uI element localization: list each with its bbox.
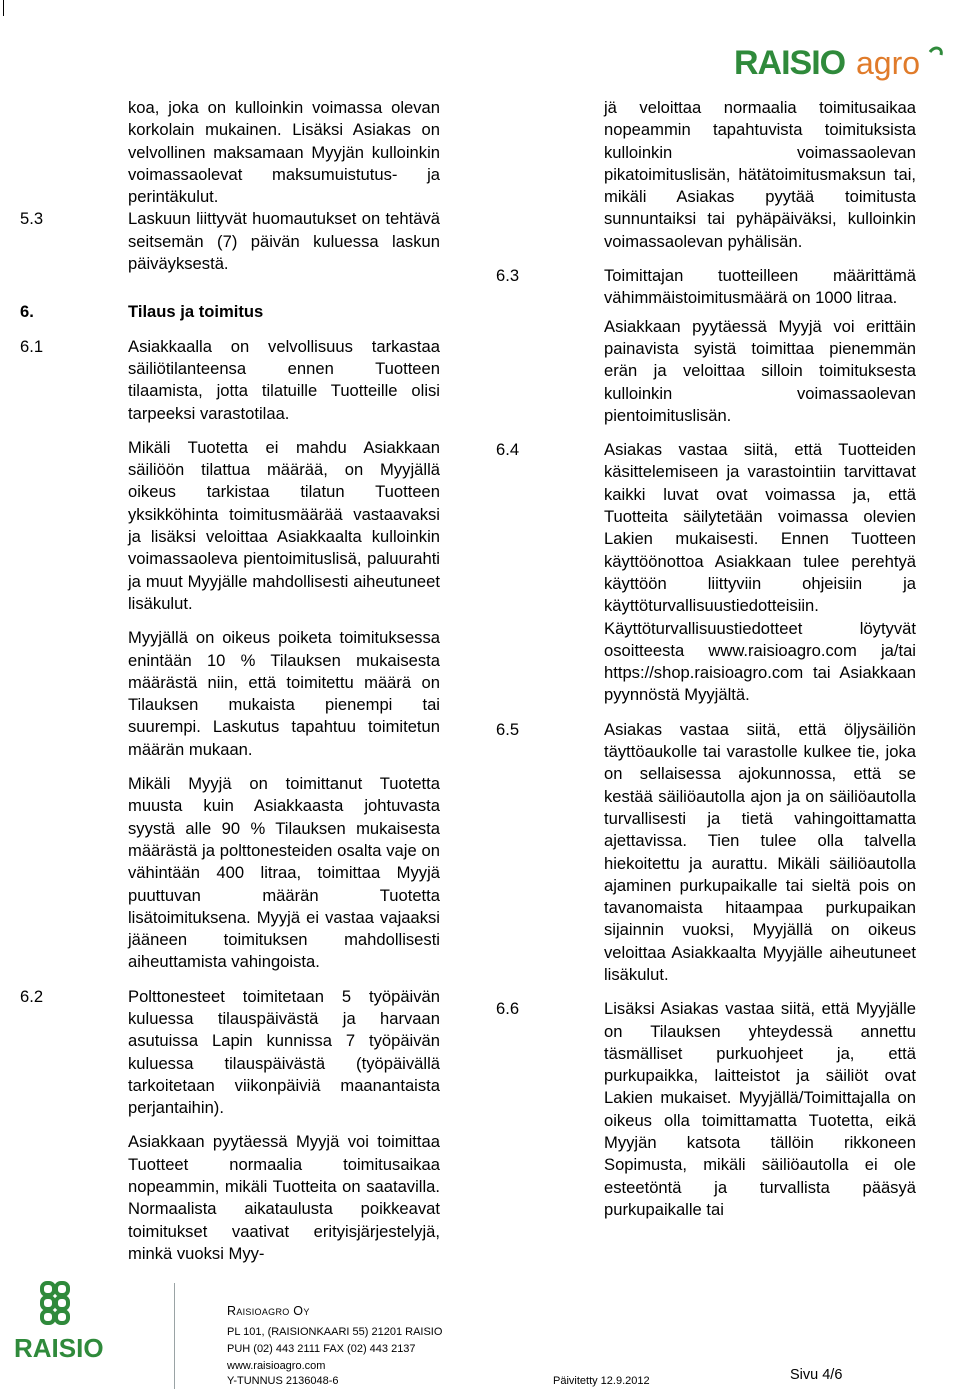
section-number: 6.4	[496, 440, 520, 460]
logo-brand-text: RAISIO	[734, 44, 846, 82]
section-6-6	[496, 998, 916, 1221]
section-text: Asiakas vastaa siitä, että Tuotteiden käsittelemiseen ja varastointiin tarvittavat kaikki luvat ovat voimassa ja, että Tuotteita säilytetään voimassa olevien Lakien mukaisesti. Ennen Tuotteen käyttöönottoa Asiakkaan tulee perehtyä käyttöön liittyviin ohjeisiin ja käyttöturvallisuustiedotteisiin. Käyttöturvallisuustiedotteet löytyvät osoitteesta www.raisioagro.com ja/tai https://shop.raisioagro.com tai Asiakkaan pyynnöstä Myyjältä.	[604, 440, 916, 705]
right-column	[496, 97, 916, 1221]
section-text: Asiakkaalla on velvollisuus tarkastaa säiliötilanteensa ennen Tuotteen tilaamista, jotta tilatuille Tuotteille olisi tarpeeksi varastotilaa.	[128, 336, 440, 423]
raisio-footer-logo	[14, 1281, 110, 1363]
page-number: Sivu 4/6	[790, 1367, 843, 1383]
section-number: 5.3	[20, 209, 44, 229]
section-6-1-paragraph-2: Mikäli Tuotetta ei mahdu Asiakkaan säiliöön tilattua määrää, on Myyjällä oikeus tarkistaa tilatun Tuotteen yksikköhinta toimitusmäärää vastaavaksi ja lisäksi veloittaa Asiakkaalta kulloinkin voimassaoleva pientoimituslisä, paluurahti ja muut Myyjälle mahdollisesti aiheutuneet lisäkulut.	[128, 437, 440, 613]
footer-logo-text: RAISIO	[14, 1333, 104, 1363]
continued-paragraph: jä veloittaa normaalia toimitusaikaa nopeammin tapahtuvista toimituksista kulloinkin voimassaolevan pikatoimituslisän, hätätoimitusmaksun tai, mikäli Asiakas pyytää toimitusta sunnuntaiksi tai pyhäpäiväksi, kulloinkin voimassaolevan pyhälisän.	[604, 98, 916, 251]
section-6-heading	[20, 301, 440, 323]
section-text: Toimittajan tuotteilleen määrittämä vähimmäistoimitusmäärä on 1000 litraa.	[604, 266, 916, 308]
section-6-3	[496, 265, 916, 310]
footer-updated-date: Päivitetty 12.9.2012	[553, 1375, 650, 1387]
section-5-3	[20, 208, 440, 275]
footer-business-id: Y-TUNNUS 2136048-6	[227, 1375, 339, 1387]
section-6-1-paragraph-4: Mikäli Myyjä on toimittanut Tuotetta muusta kuin Asiakkaasta johtuvasta syystä alle 90 % Tilauksen mukaisesta määrästä ja polttonesteiden osalta vaje on vähintään 400 litraa, toimittaa Myyjä puuttuvan määrän Tuotetta lisätoimituksena. Myyjä ei vastaa vajaaksi jääneen toimituksen mahdollisesti aiheuttamista vahingoista.	[128, 774, 440, 972]
section-6-3-paragraph-2: Asiakkaan pyytäessä Myyjä voi erittäin painavista syistä toimittaa pienemmän erän ja veloittaa silloin toimituksesta kulloinkin voimassaolevan pientoimituslisän.	[604, 316, 916, 425]
footer-address-block	[227, 1324, 442, 1375]
company-address: PL 101, (RAISIONKAARI 55) 21201 RAISIO	[227, 1326, 443, 1338]
heading-title: Tilaus ja toimitus	[128, 302, 264, 322]
logo-leaf-icon	[930, 48, 941, 55]
section-number: 6.2	[20, 986, 44, 1006]
corner-crop-mark	[3, 0, 4, 16]
raisioagro-logo	[734, 42, 946, 82]
footer-company	[227, 1303, 310, 1320]
company-web: www.raisioagro.com	[227, 1360, 326, 1372]
section-text: Asiakas vastaa siitä, että öljysäiliön täyttöaukolle tai varastolle kulkee tie, joka on sellaisessa ajokunnossa, että se kestää säiliöautolla ajon ja on säiliöautolla turvallisesti ja tietä vahingoittamatta ajettavissa. Tien tulee olla talvella hiekoitettu ja aurattu. Mikäli säiliöautolla ajaminen purkupaikalle tai sieltä pois on tavanomaista hitaampaa purkupaikan sijainnin vuoksi, Myyjällä on oikeus veloittaa Asiakkaalta Myyjälle aiheutuneet lisäkulut.	[604, 719, 916, 984]
section-number: 6.5	[496, 719, 520, 739]
section-number: 6.6	[496, 999, 520, 1019]
section-text: Polttonesteet toimitetaan 5 työpäivän kuluessa tilauspäivästä ja harvaan asutuissa Lapin kunnissa 7 työpäivän kuluessa tilauspäivästä (työpäivällä tarkoitetaan viikonpäiviä maanantaista perjantaihin).	[128, 986, 440, 1118]
section-6-1-paragraph-3: Myyjällä on oikeus poiketa toimituksessa enintään 10 % Tilauksen mukaisesta määrästä niin, että toimitettu määrä on Tilauksen mukaista pienempi tai suurempi. Laskutus tapahtuu toimitetun määrän mukaan.	[128, 628, 440, 759]
section-6-1	[20, 336, 440, 425]
section-text: Laskuun liittyvät huomautukset on tehtävä seitsemän (7) päivän kuluessa laskun päiväyksestä.	[128, 209, 440, 274]
continued-paragraph: koa, joka on kulloinkin voimassa olevan korkolain mukainen. Lisäksi Asiakas on velvollinen maksamaan Myyjän kulloinkin voimassaolevat maksumuistutus- ja perintäkulut.	[128, 98, 440, 207]
section-text: Lisäksi Asiakas vastaa siitä, että Myyjälle on Tilauksen yhteydessä annettu täsmälliset purkuohjeet ja, että purkupaikka, laitteistot ja säiliöt ovat Lakien mukaiset. Myyjällä/Toimittajalla on oikeus olla toimittamatta Tuotetta, eikä Myyjän katsota tällöin rikkoneen Sopimusta, mikäli säiliöautolla ei ole esteetöntä ja turvallista pääsyä purkupaikalle tai	[604, 999, 916, 1219]
logo-agro-text: agro	[856, 45, 921, 81]
left-column	[20, 97, 440, 1265]
section-number: 6.1	[20, 336, 44, 356]
section-number: 6.3	[496, 266, 520, 286]
section-6-2	[20, 986, 440, 1120]
section-6-5	[496, 719, 916, 987]
heading-number: 6.	[20, 302, 34, 322]
company-name: Raisioagro Oy	[227, 1304, 310, 1318]
section-6-2-paragraph-2: Asiakkaan pyytäessä Myyjä voi toimittaa Tuotteet normaalia toimitusaikaa nopeammin, mikäli Tuotteita on saatavilla. Normaalista aikataulusta poikkeavat toimitukset vaativat erityisjärjestelyjä, minkä vuoksi Myy-	[128, 1132, 440, 1263]
footer-divider	[174, 1283, 175, 1389]
company-phone: PUH (02) 443 2111 FAX (02) 443 2137	[227, 1343, 416, 1355]
clover-grid-icon	[42, 1283, 68, 1323]
section-6-4	[496, 439, 916, 707]
